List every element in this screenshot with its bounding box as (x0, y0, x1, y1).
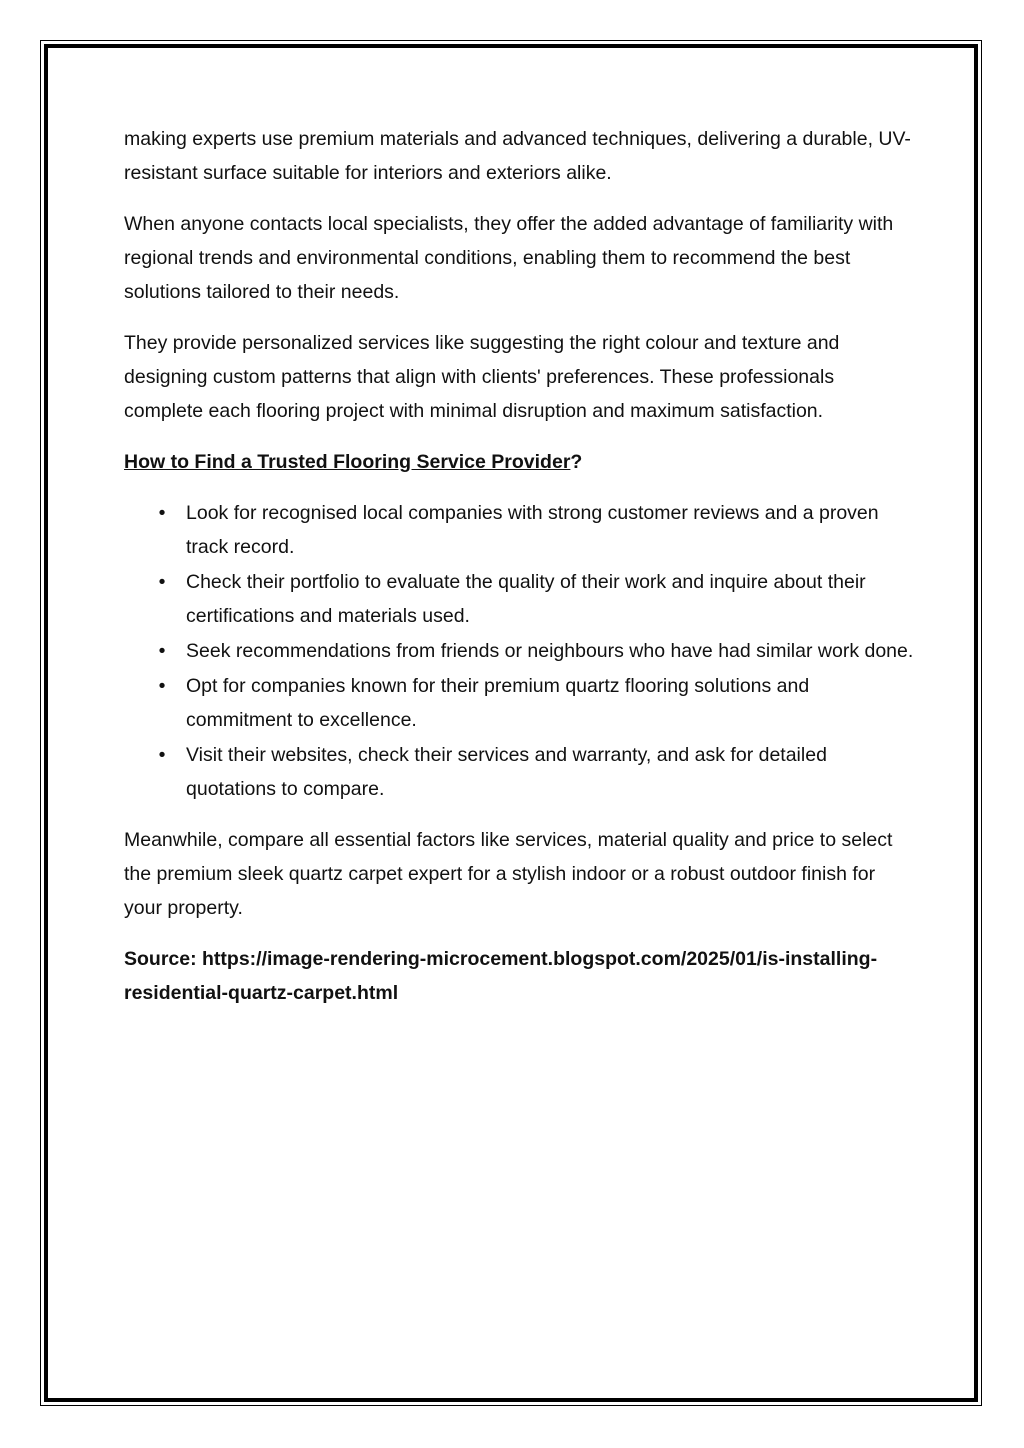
paragraph-compare: Meanwhile, compare all essential factors like services, material quality and price to select the premium sleek quartz carpet expert for a stylish indoor or a robust outdoor finish for your property. (124, 829, 893, 919)
bullet-icon: • (158, 571, 166, 593)
bullet-icon: • (158, 640, 166, 662)
list-item-text: Check their portfolio to evaluate the quality of their work and inquire about their certifications and materials used. (186, 571, 866, 627)
list-item-text: Look for recognised local companies with strong customer reviews and a proven track record. (186, 502, 879, 558)
paragraph-local-specialists: When anyone contacts local specialists, they offer the added advantage of familiarity with regional trends and environmental conditions, enabling them to recommend the best solutions tailored to their needs. (124, 213, 894, 303)
list-item (124, 634, 914, 668)
list-item (124, 738, 914, 806)
tips-list (124, 496, 914, 806)
paragraph-materials: making experts use premium materials and advanced techniques, delivering a durable, UV-resistant surface suitable for interiors and exteriors alike. (124, 128, 911, 184)
source-link[interactable]: Source: https://image-rendering-microcement.blogspot.com/2025/01/is-installing-residential-quartz-carpet.html (124, 948, 878, 1004)
bullet-icon: • (158, 675, 166, 697)
section-heading (124, 445, 914, 479)
list-item-text: Opt for companies known for their premium quartz flooring solutions and commitment to excellence. (186, 675, 810, 731)
list-item-text: Visit their websites, check their services and warranty, and ask for detailed quotations to compare. (186, 744, 827, 800)
list-item (124, 496, 914, 564)
bullet-icon: • (158, 744, 166, 766)
bullet-icon: • (158, 502, 166, 524)
paragraph-personalized-services: They provide personalized services like suggesting the right colour and texture and designing custom patterns that align with clients' preferences. These professionals complete each flooring project with minimal disruption and maximum satisfaction. (124, 332, 840, 422)
list-item (124, 669, 914, 737)
heading-suffix: ? (570, 451, 583, 473)
document-body (124, 122, 914, 1010)
list-item (124, 565, 914, 633)
heading-link[interactable]: How to Find a Trusted Flooring Service Provider (124, 451, 571, 473)
list-item-text: Seek recommendations from friends or neighbours who have had similar work done. (186, 640, 914, 662)
